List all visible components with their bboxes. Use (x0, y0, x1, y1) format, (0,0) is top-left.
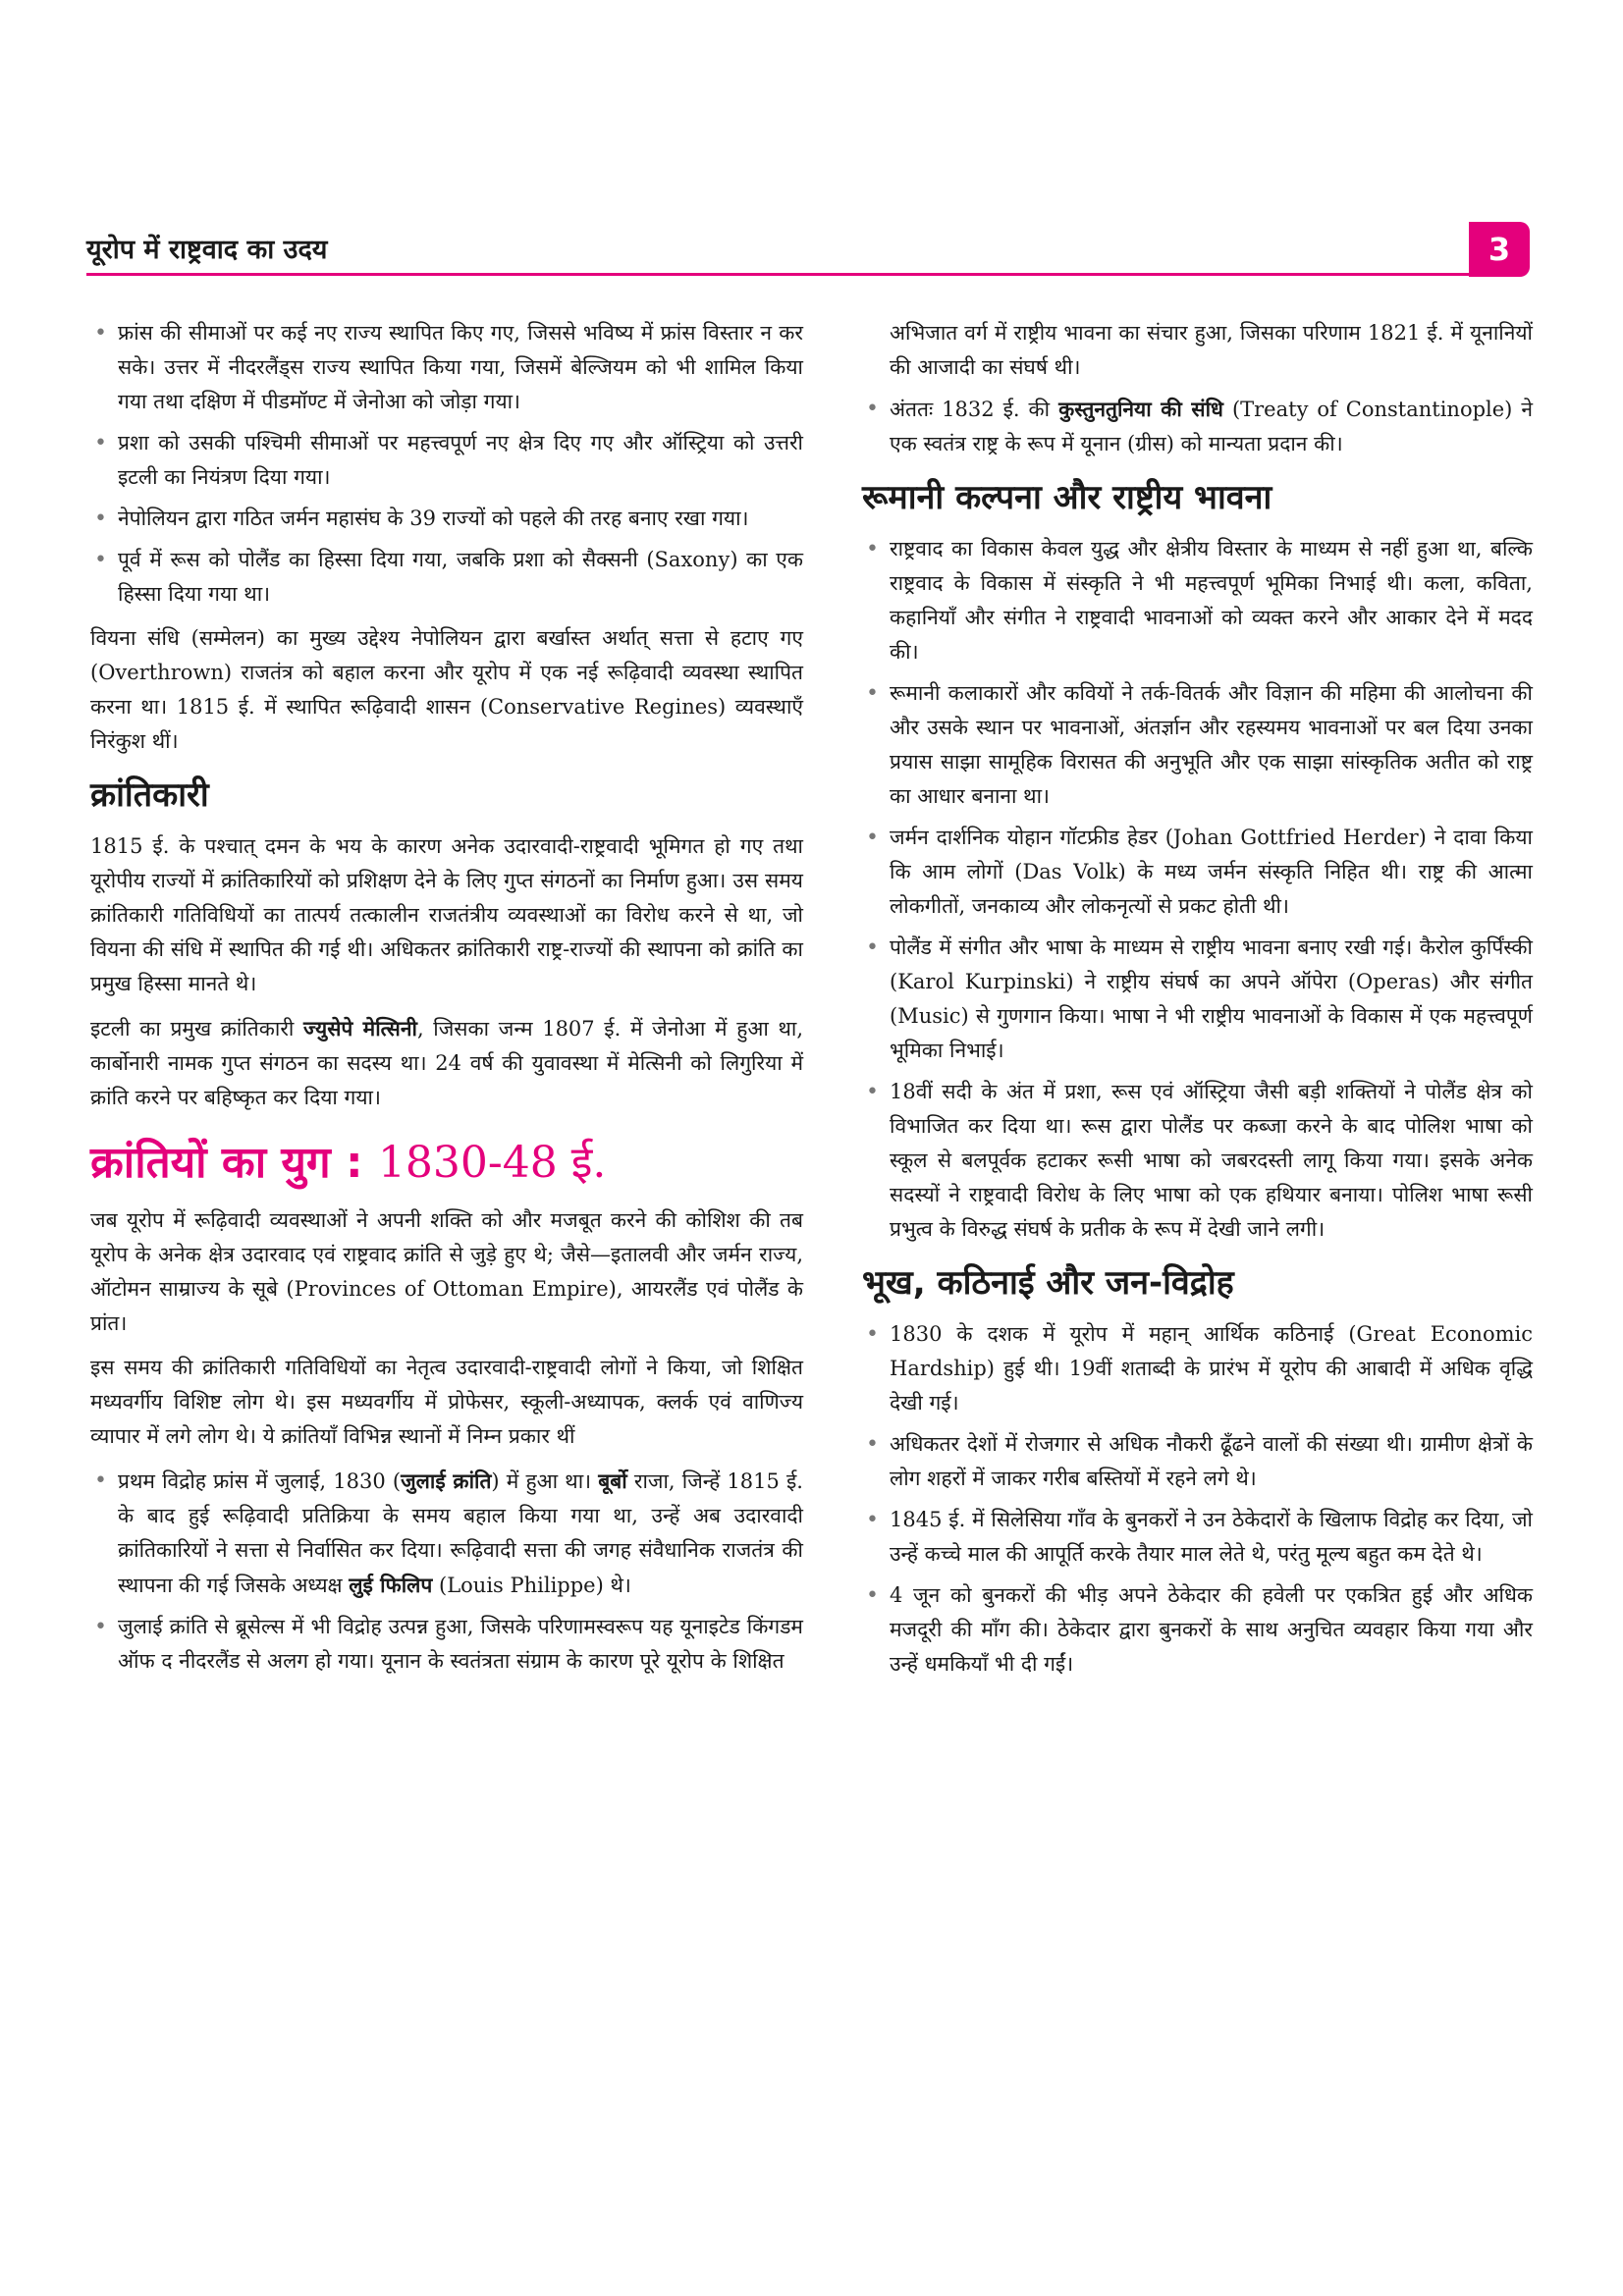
list-item: • 1845 ई. में सिलेसिया गाँव के बुनकरों ने उन ठेकेदारों के खिलाफ विद्रोह कर दिया, जो उन्हें कच्चे माल की आपूर्ति करके तैयार माल लेते थे, परंतु मूल्य बहुत कम देते थे। (862, 1503, 1533, 1572)
romantic-list (862, 532, 1533, 1247)
louis-philippe-term: लुई फिलिप (349, 1573, 433, 1597)
right-column (862, 316, 1533, 1691)
heading-age-of-revolutions (90, 1135, 803, 1192)
list-item: • जुलाई क्रांति से ब्रूसेल्स में भी विद्रोह उत्पन्न हुआ, जिसके परिणामस्वरूप यह यूनाइटेड किंगडम ऑफ द नीदरलैंड से अलग हो गया। यूनान के स्वतंत्रता संग्राम के कारण पूरे यूरोप के शिक्षित (90, 1610, 803, 1679)
text-span: (Louis Philippe) थे। (432, 1574, 631, 1597)
text-span: राजा, जिन्हें 1815 ई. के बाद हुई रूढ़िवादी प्रतिक्रिया के समय बहाल किया गया था, उन्हें अब उदारवादी क्रांतिकारियों ने सत्ता से निर्वासित कर दिया। रूढ़िवादी सत्ता की जगह संवैधानिक राजतंत्र की स्थापना की गई जिसके अध्यक्ष (118, 1469, 803, 1597)
list-item: • जर्मन दार्शनिक योहान गॉटफ्रीड हेडर (Johan Gottfried Herder) ने दावा किया कि आम लोगों (Das Volk) के मध्य जर्मन संस्कृति निहित थी। राष्ट्र की आत्मा लोकगीतों, जनकाव्य और लोकनृत्यों से प्रकट होती थी। (862, 821, 1533, 924)
running-header (86, 222, 1530, 277)
list-item: • रूमानी कलाकारों और कवियों ने तर्क-वितर्क और विज्ञान की महिमा की आलोचना की और उसके स्थान पर भावनाओं, अंतर्ज्ञान और रहस्यमय भावनाओं पर बल दिया उनका प्रयास साझा सामूहिक विरासत की अनुभूति और एक साझा सांस्कृतिक अतीत को राष्ट्र का आधार बनाना था। (862, 676, 1533, 814)
list-item: • पोलैंड में संगीत और भाषा के माध्यम से राष्ट्रीय भावना बनाए रखी गई। कैरोल कुर्पिंस्की (Karol Kurpinski) ने राष्ट्रीय संघर्ष का अपने ऑपेरा (Operas) और संगीत (Music) से गुणगान किया। भाषा ने भी राष्ट्रीय भावनाओं के विकास में एक महत्त्वपूर्ण भूमिका निभाई। (862, 931, 1533, 1068)
list-item: • 4 जून को बुनकरों की भीड़ अपने ठेकेदार की हवेली पर एकत्रित हुई और अधिक मजदूरी की माँग की। ठेकेदार द्वारा बुनकरों के साथ अनुचित व्यवहार किया गया और उन्हें धमकियाँ भी दी गईं। (862, 1578, 1533, 1682)
heading-romantic-imagination: रूमानी कल्पना और राष्ट्रीय भावना (862, 478, 1272, 517)
list-item: • 18वीं सदी के अंत में प्रशा, रूस एवं ऑस्ट्रिया जैसी बड़ी शक्तियों ने पोलैंड क्षेत्र को विभाजित कर दिया था। रूस द्वारा पोलैंड पर कब्जा करने के बाद पोलिश भाषा को स्कूल से बलपूर्वक हटाकर रूसी भाषा को जबरदस्ती लागू किया गया। इसके अनेक सदस्यों ने राष्ट्रवादी विरोध के लिए भाषा को एक हथियार बनाया। पोलिश भाषा रूसी प्रभुत्व के विरुद्ध संघर्ष के प्रतीक के रूप में देखी जाने लगी। (862, 1075, 1533, 1247)
page-number: 3 (1469, 222, 1530, 277)
vienna-paragraph: वियना संधि (सम्मेलन) का मुख्य उद्देश्य नेपोलियन द्वारा बर्खास्त अर्थात् सत्ता से हटाए गए (Overthrown) राजतंत्र को बहाल करना और यूरोप में एक नई रूढ़िवादी व्यवस्था स्थापित करना था। 1815 ई. में स्थापित रूढ़िवादी शासन (Conservative Regines) व्यवस्थाएँ निरंकुश थीं। (90, 626, 803, 753)
hunger-list (862, 1317, 1533, 1682)
paragraph-leaders: इस समय की क्रांतिकारी गतिविधियों का नेतृत्व उदारवादी-राष्ट्रवादी लोगों ने किया, जो शिक्षित मध्यवर्गीय विशिष्ट लोग थे। इस मध्यवर्गीय में प्रोफेसर, स्कूली-अध्यापक, क्लर्क एवं वाणिज्य व्यापार में लगे लोग थे। ये क्रांतियाँ विभिन्न स्थानों में निम्न प्रकार थीं (90, 1356, 803, 1448)
paragraph-age: जब यूरोप में रूढ़िवादी व्यवस्थाओं ने अपनी शक्ति को और मजबूत करने की कोशिश की तब यूरोप के अनेक क्षेत्र उदारवाद एवं राष्ट्रवाद क्रांति से जुड़े हुए थे; जैसे—इतालवी और जर्मन राज्य, ऑटोमन साम्राज्य के सूबे (Provinces of Ottoman Empire), आयरलैंड एवं पोलैंड के प्रांत। (90, 1208, 803, 1335)
text-span: (Treaty of Constantinople) ने एक स्वतंत्र राष्ट्र के रूप में यूनान (ग्रीस) को मान्यता प्रदान की। (890, 398, 1533, 455)
list-item: • फ्रांस की सीमाओं पर कई नए राज्य स्थापित किए गए, जिससे भविष्य में फ्रांस विस्तार न कर सके। उत्तर में नीदरलैंड्स राज्य स्थापित किया गया, जिसमें बेल्जियम को भी शामिल किया गया तथा दक्षिण में पीडमॉण्ट में जेनोआ को जोड़ा गया। (90, 316, 803, 419)
heading-dates: 1830-48 ई. (377, 1138, 607, 1188)
text-span: प्रथम विद्रोह फ्रांस में जुलाई, 1830 ( (118, 1469, 402, 1493)
list-item: • नेपोलियन द्वारा गठित जर्मन महासंघ के 39 राज्यों को पहले की तरह बनाए रखा गया। (90, 502, 803, 536)
heading-text: क्रांतियों का युग : (90, 1138, 378, 1188)
mazzini-name: ज्युसेपे मेत्सिनी (303, 1016, 417, 1041)
bourbon-term: बूर्बो (598, 1468, 627, 1493)
chapter-title: यूरोप में राष्ट्रवाद का उदय (86, 235, 328, 265)
list-item: • प्रशा को उसकी पश्चिमी सीमाओं पर महत्त्वपूर्ण नए क्षेत्र दिए गए और ऑस्ट्रिया को उत्तरी इटली का नियंत्रण दिया गया। (90, 426, 803, 495)
paragraph-1815: 1815 ई. के पश्चात् दमन के भय के कारण अनेक उदारवादी-राष्ट्रवादी भूमिगत हो गए तथा यूरोपीय राज्यों में क्रांतिकारियों को प्रशिक्षण देने के लिए गुप्त संगठनों का निर्माण हुआ। उस समय क्रांतिकारी गतिविधियों का तात्पर्य तत्कालीन राजतंत्रीय व्यवस्थाओं का विरोध करने से था, जो वियना की संधि में स्थापित की गई थी। अधिकतर क्रांतिकारी राष्ट्र-राज्यों की स्थापना को क्रांति का प्रमुख हिस्सा मानते थे। (90, 834, 803, 995)
list-item: • राष्ट्रवाद का विकास केवल युद्ध और क्षेत्रीय विस्तार के माध्यम से नहीं हुआ था, बल्कि राष्ट्रवाद के विकास में संस्कृति ने भी महत्त्वपूर्ण भूमिका निभाई थी। कला, कविता, कहानियाँ और संगीत ने राष्ट्रवादी भावनाओं को व्यक्त करने और आकार देने में मदद की। (862, 532, 1533, 669)
treaty-term: कुस्तुनतुनिया की संधि (1058, 397, 1223, 421)
list-item (90, 1464, 803, 1603)
heading-revolutionaries: क्रांतिकारी (90, 775, 209, 815)
list-item: • 1830 के दशक में यूरोप में महान् आर्थिक कठिनाई (Great Economic Hardship) हुई थी। 19वीं शताब्दी के प्रारंभ में यूरोप की आबादी में अधिक वृद्धि देखी गई। (862, 1317, 1533, 1420)
heading-hunger-hardship: भूख, कठिनाई और जन-विद्रोह (862, 1263, 1234, 1303)
left-column (90, 316, 803, 1688)
revolutions-list (90, 1464, 803, 1679)
treaty-list (862, 392, 1533, 461)
list-item: • अधिकतर देशों में रोजगार से अधिक नौकरी ढूँढने वालों की संख्या थी। ग्रामीण क्षेत्रों के लोग शहरों में जाकर गरीब बस्तियों में रहने लगे थे। (862, 1427, 1533, 1496)
header-rule (86, 273, 1471, 276)
continuation-paragraph: अभिजात वर्ग में राष्ट्रीय भावना का संचार हुआ, जिसका परिणाम 1821 ई. में यूनानियों की आजादी का संघर्ष थी। (890, 321, 1533, 379)
text-span: , जिसका जन्म 1807 ई. में जेनोआ में हुआ था, कार्बोनारी नामक गुप्त संगठन का सदस्य था। 24 वर्ष की युवावस्था में मेत्सिनी को लिगुरिया में क्रांति करने पर बहिष्कृत कर दिया गया। (90, 1017, 803, 1109)
text-span: ) में हुआ था। (491, 1469, 599, 1493)
list-item: • पूर्व में रूस को पोलैंड का हिस्सा दिया गया, जबकि प्रशा को सैक्सनी (Saxony) का एक हिस्सा दिया गया था। (90, 543, 803, 612)
list-item (862, 392, 1533, 461)
paragraph-mazzini (90, 1011, 803, 1115)
text-span: अंततः 1832 ई. की (890, 398, 1059, 421)
text-span: इटली का प्रमुख क्रांतिकारी (90, 1017, 304, 1041)
july-revolution-term: जुलाई क्रांति (401, 1468, 492, 1493)
vienna-outcomes-list (90, 316, 803, 612)
